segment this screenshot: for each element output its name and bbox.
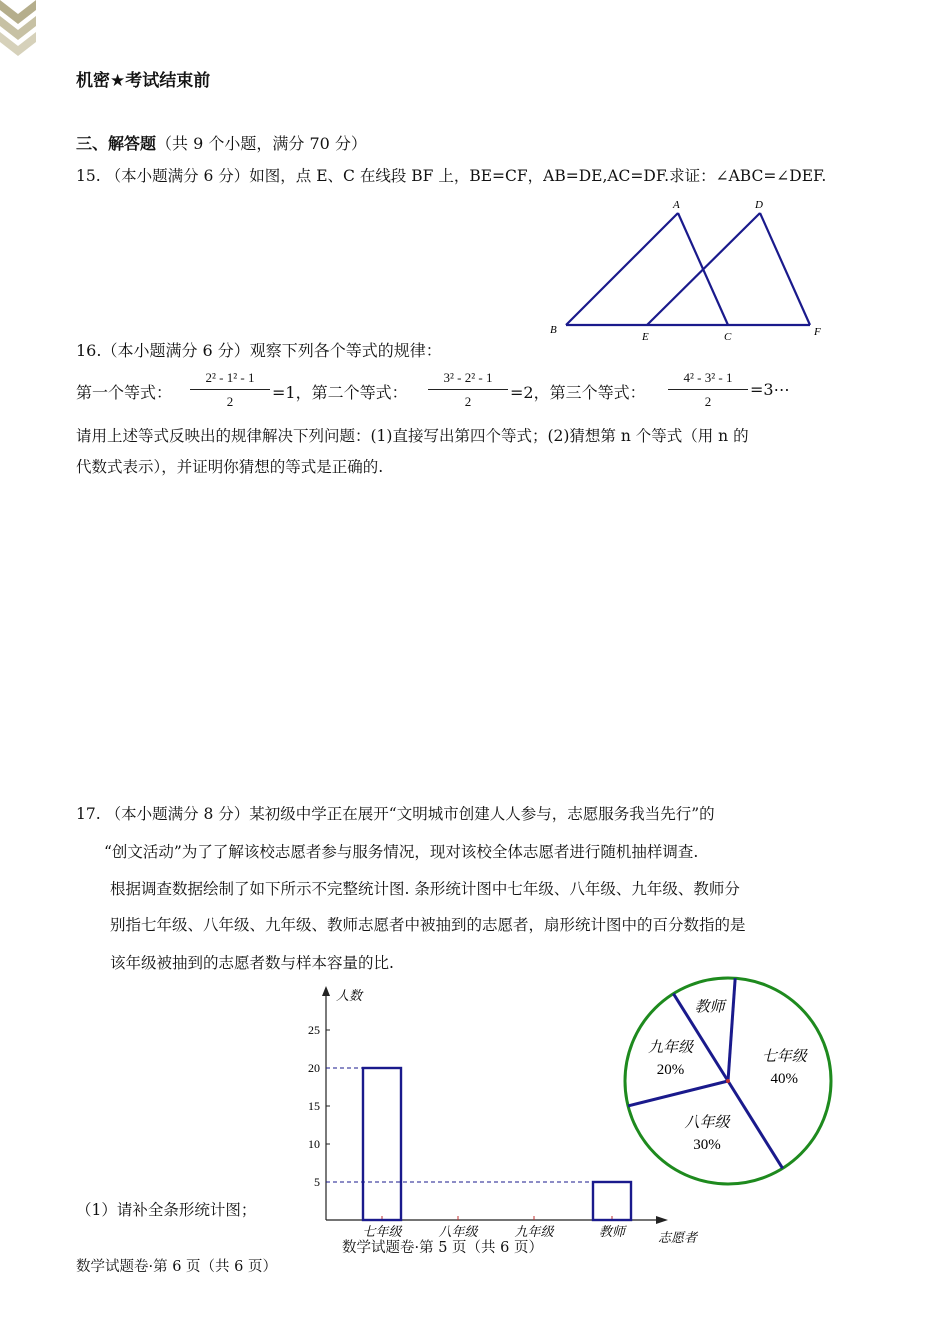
pie-percent-九年级: 20% <box>656 1061 685 1078</box>
x-tick-label: 七年级 <box>362 1224 402 1239</box>
point-label-f: F <box>814 326 821 338</box>
eq3-numerator: 4² - 3² - 1 <box>683 370 733 385</box>
point-label-c: C <box>724 331 732 343</box>
section-heading <box>76 131 367 154</box>
q16-line4: 代数式表示），并证明你猜想的等式是正确的. <box>76 458 384 476</box>
q17-line1: 17. （本小题满分 8 分）某初级中学正在展开“文明城市创建人人参与，志愿服务我当先行”的 <box>76 805 715 823</box>
pie-label-九年级: 九年级 <box>648 1039 694 1056</box>
y-axis-arrow <box>322 986 330 996</box>
q16-text: 16.（本小题满分 6 分）观察下列各个等式的规律： <box>76 341 442 360</box>
pie-boundary-八年级 <box>728 1081 783 1168</box>
section-note: （共 9 个小题，满分 70 分） <box>156 134 367 153</box>
point-label-a: A <box>673 199 680 211</box>
y-tick-label: 5 <box>314 1175 320 1189</box>
x-axis-label: 志愿者 <box>658 1230 698 1245</box>
pie-label-教师: 教师 <box>694 999 725 1016</box>
y-tick-label: 20 <box>308 1061 320 1075</box>
y-tick-label: 25 <box>308 1023 320 1037</box>
footer-overlap-text: 数学试题卷·第 5 页（共 6 页） <box>342 1240 543 1256</box>
eq3-fraction <box>668 370 748 410</box>
pie-boundary-七年级 <box>728 978 735 1081</box>
triangle-figure <box>540 195 840 345</box>
q15-text: 15. （本小题满分 6 分）如图，点 E、C 在线段 BF 上，BE=CF，AB=DE,AC=DF.求证：∠ABC=∠DEF. <box>76 167 827 185</box>
q17-line2: “创文活动”为了了解该校志愿者参与服务情况，现对该校全体志愿者进行随机抽样调查. <box>104 843 699 861</box>
confidential-label: 机密★考试结束前 <box>76 71 211 91</box>
pie-label-八年级: 八年级 <box>684 1114 730 1131</box>
eq1-result: =1，第二个等式： <box>272 383 408 402</box>
eq2-numerator: 3² - 2² - 1 <box>443 370 493 385</box>
eq3-denominator: 2 <box>668 389 748 410</box>
segment-df <box>760 213 810 325</box>
point-label-e: E <box>642 331 649 343</box>
point-label-d: D <box>755 199 763 211</box>
section-title: 三、解答题 <box>76 134 157 153</box>
q17-line5: 该年级被抽到的志愿者数与样本容量的比. <box>110 954 394 972</box>
q17-part1: （1）请补全条形统计图； <box>76 1201 257 1219</box>
eq1-denominator: 2 <box>190 389 270 410</box>
pie-percent-七年级: 40% <box>770 1070 799 1087</box>
pie-label-七年级: 七年级 <box>761 1048 807 1065</box>
bar-七年级 <box>363 1068 401 1220</box>
corner-chevron-icon <box>0 0 40 60</box>
y-tick-label: 15 <box>308 1099 320 1113</box>
point-label-b: B <box>550 324 557 336</box>
x-tick-label: 教师 <box>598 1224 626 1239</box>
pie-boundary-九年级 <box>628 1081 728 1106</box>
pie-percent-八年级: 30% <box>693 1136 721 1153</box>
eq1-prefix: 第一个等式： <box>76 383 173 402</box>
q16-line3: 请用上述等式反映出的规律解决下列问题：(1)直接写出第四个等式；(2)猜想第 n 个等式（用 n 的 <box>76 427 749 445</box>
pie-center <box>726 1079 730 1083</box>
y-tick-label: 10 <box>308 1137 320 1151</box>
eq3-result: =3⋯ <box>750 380 790 399</box>
x-tick-label: 九年级 <box>514 1224 554 1239</box>
segment-ed <box>647 213 760 325</box>
pie-chart <box>615 967 845 1197</box>
eq2-fraction <box>428 370 508 410</box>
eq2-result: =2，第三个等式： <box>510 383 646 402</box>
x-axis-arrow <box>656 1216 668 1224</box>
segment-ba <box>566 213 678 325</box>
eq1-fraction <box>190 370 270 410</box>
q17-line4: 别指七年级、八年级、九年级、教师志愿者中被抽到的志愿者，扇形统计图中的百分数指的是 <box>110 916 746 934</box>
footer-page-text: 数学试题卷·第 6 页（共 6 页） <box>76 1259 277 1275</box>
y-axis-label: 人数 <box>336 988 363 1003</box>
q17-line3: 根据调查数据绘制了如下所示不完整统计图. 条形统计图中七年级、八年级、九年级、教师分 <box>110 880 740 898</box>
x-tick-label: 八年级 <box>438 1224 478 1239</box>
eq2-denominator: 2 <box>428 389 508 410</box>
eq1-numerator: 2² - 1² - 1 <box>205 370 255 385</box>
